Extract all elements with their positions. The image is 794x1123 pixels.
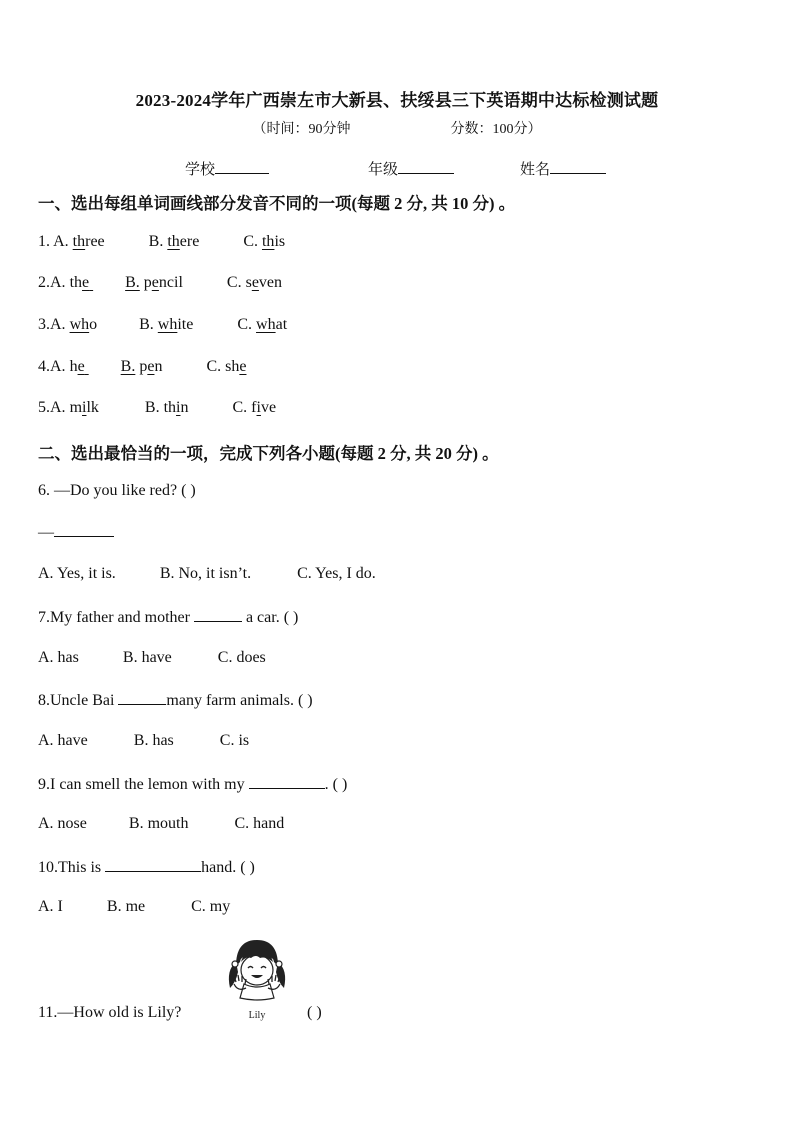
question-5: 5.A. milk B. thin C. five [38, 399, 277, 416]
option-b: B. has [133, 732, 174, 749]
question-9-stem: 9.I can smell the lemon with my . ( ) [38, 776, 348, 793]
option-a: A. nose [38, 815, 87, 832]
question-1: 1. A. three B. there C. this [38, 233, 286, 250]
question-10-stem: 10.This is hand. ( ) [38, 859, 255, 876]
question-7-stem: 7.My father and mother a car. ( ) [38, 609, 299, 626]
exam-info [0, 118, 794, 138]
option-b: B. mouth [128, 815, 189, 832]
lily-girl-illustration [222, 932, 292, 1022]
option-b: B. No, it isn’t. [159, 565, 252, 582]
page-title: 2023-2024学年广西崇左市大新县、扶绥县三下英语期中达标检测试题 [135, 91, 659, 110]
option-a: A. has [38, 649, 79, 666]
school-field: 学校 [185, 158, 269, 179]
lily-label: Lily [248, 1010, 266, 1021]
option-a: A. have [38, 732, 88, 749]
grade-field: 年级 [368, 158, 454, 179]
question-3: 3.A. who B. white C. what [38, 316, 288, 333]
question-11-stem: 11.—How old is Lily? [38, 1004, 182, 1021]
option-c: C. does [217, 649, 266, 666]
option-c: C. hand [234, 815, 285, 832]
question-6-answer-line: — [38, 522, 114, 542]
question-4: 4.A. he B. pen C. she [38, 358, 247, 375]
question-2: 2.A. the B. pencil C. seven [38, 274, 283, 291]
time-info: （时间：90分钟 [252, 122, 351, 137]
question-6-stem: 6. —Do you like red? ( ) [38, 482, 196, 499]
option-a: A. I [38, 898, 63, 915]
question-8-options [38, 732, 249, 750]
section2-heading: 二、选出最恰当的一项，完成下列各小题(每题 2 分, 共 20 分) 。 [38, 444, 499, 463]
option-c: C. my [191, 898, 231, 915]
question-6-options [38, 565, 376, 583]
option-a: A. Yes, it is. [38, 565, 116, 582]
score-info: 分数：100分） [450, 122, 542, 137]
option-b: B. me [106, 898, 146, 915]
option-c: C. is [219, 732, 250, 749]
option-b: B. have [122, 649, 172, 666]
question-7-options [38, 649, 266, 667]
question-9-options [38, 815, 284, 833]
name-field: 姓名 [520, 158, 606, 179]
option-c: C. Yes, I do. [297, 565, 376, 582]
section1-heading: 一、选出每组单词画线部分发音不同的一项(每题 2 分, 共 10 分) 。 [38, 194, 516, 213]
question-10-options [38, 898, 230, 916]
question-11-paren: ( ) [307, 1004, 322, 1021]
question-8-stem: 8.Uncle Bai many farm animals. ( ) [38, 692, 313, 709]
